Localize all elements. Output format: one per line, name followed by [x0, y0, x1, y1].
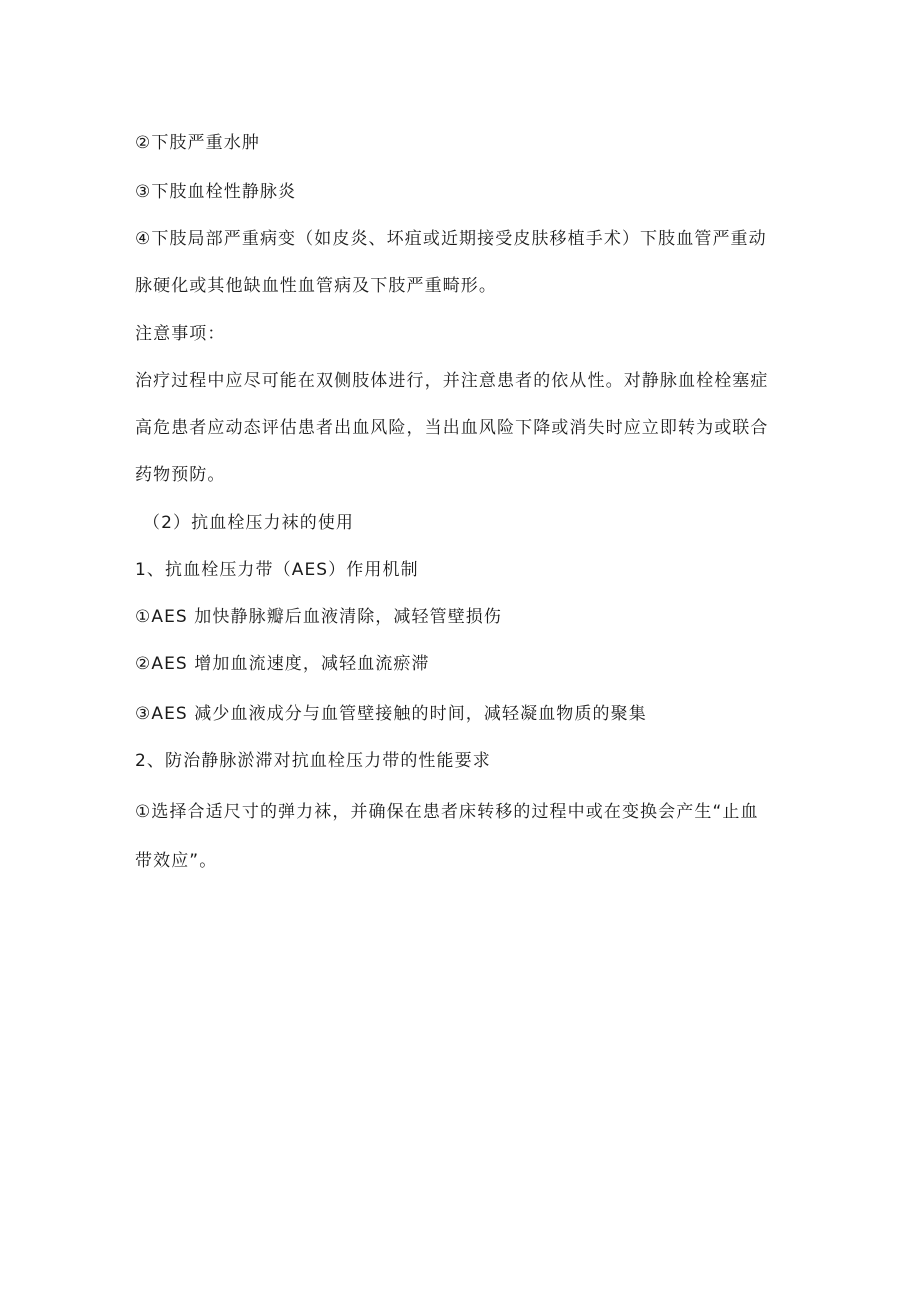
text-line-lower-limb-edema: ②下肢严重水肿 — [135, 133, 260, 153]
list-item-requirement-1-cont: 带效应”。 — [135, 851, 218, 871]
text-line-thrombophlebitis: ③下肢血栓性静脉炎 — [135, 182, 297, 202]
text-line-precautions-1: 治疗过程中应尽可能在双侧肢体进行，并注意患者的依从性。对静脉血栓栓塞症 — [135, 371, 769, 391]
section-heading-compression-stockings: （2）抗血栓压力袜的使用 — [143, 513, 355, 533]
text-line-precautions-3: 药物预防。 — [135, 465, 226, 485]
text-line-local-lesions-cont: 脉硬化或其他缺血性血管病及下肢严重畸形。 — [135, 276, 497, 296]
subheading-performance-requirements: 2、防治静脉淤滞对抗血栓压力带的性能要求 — [135, 751, 491, 771]
list-item-requirement-1: ①选择合适尺寸的弹力袜，并确保在患者床转移的过程中或在变换会产生“止血 — [135, 802, 759, 822]
subheading-aes-mechanism: 1、抗血栓压力带（AES）作用机制 — [135, 560, 419, 580]
list-item-aes-1: ①AES 加快静脉瓣后血液清除，减轻管壁损伤 — [135, 607, 503, 627]
list-item-aes-3: ③AES 减少血液成分与血管壁接触的时间，减轻凝血物质的聚集 — [135, 704, 647, 724]
text-line-local-lesions: ④下肢局部严重病变（如皮炎、坏疽或近期接受皮肤移植手术）下肢血管严重动 — [135, 229, 767, 249]
list-item-aes-2: ②AES 增加血流速度，减轻血流瘀滞 — [135, 654, 430, 674]
section-heading-precautions: 注意事项： — [135, 324, 226, 344]
text-line-precautions-2: 高危患者应动态评估患者出血风险，当出血风险下降或消失时应立即转为或联合 — [135, 418, 769, 438]
